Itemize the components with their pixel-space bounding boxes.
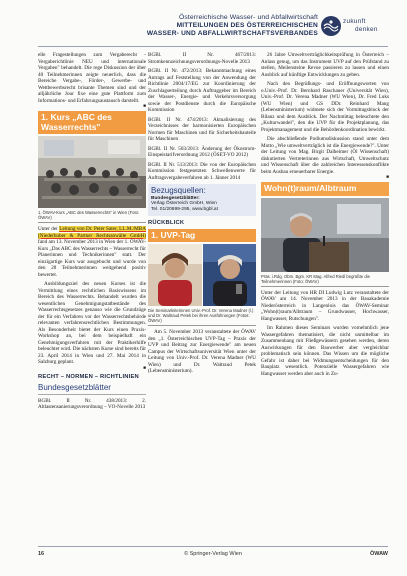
wohn-paragraph-2: Im Rahmen dieses Seminars wurden vornehmlich jene Wassergefahren thematisiert, die nicht unmittelbar im Zusammenhang mit Fließgewässern gesehen werden, deren Auswirkungen für den Bauwerber aber vergleichbar problematisch sein können. Das Wissen um die mögliche Gefahr ist daher bei Widmungsentscheidungen für den Bauplatz wesentlich. Potenzielle Wassergefahren wie Hangwasser werden aber auch in Zu- xyxy=(261,325,389,377)
uvp-paragraph-1: Am 5. November 2013 veranstaltete der ÖWAV den „1. Österreichischen UVP-Tag – Praxis der UVP und Beitrag zur Energiewende" am neuen Campus der Wirtschaftsuniversität Wien unter der Leitung von Univ.-Prof. Dr. Verena Madner (WU Wien) und Dr. Waltraud Petek (Lebensministerium). xyxy=(148,329,256,375)
wohn-photo-caption: Präs. i.Rdg. Obm. Bgm. KR Mag. Alfred Riedl begrüßte die Teilnehmerinnen (Foto: ÖWAV) xyxy=(261,272,389,287)
wohn-paragraph-1: Unter der Leitung von HR DI Ludwig Lutz veranstaltete der ÖWAV am 14. November 2013 in der Bauakademie Niederösterreich in Langenlois das ÖWAV-Seminar „Wohn(t)raum/Albtraum – Grundwasser, Hochwasser, Hangwasser, Rutschungen". xyxy=(261,289,389,322)
kurs-p1-end: fand am 13. November 2013 in Wien der 1. ÖWAV-Kurs „Das ABC des Wasserrechts – Wasserrecht für Planerinnen und Technikerinnen" statt. Der einzigartige Kurs war ausgebucht und wurde von den 28 Teilnehmerinnen weitgehend positiv bewertet. xyxy=(38,239,146,278)
kurs-text xyxy=(38,226,146,366)
uvp-title: 1. UVP-Tag xyxy=(148,229,256,243)
bgbl-item: BGBl. II Nr. 474/2013: Aktualisierung des Verzeichnisses der harmonisierten Europäischen Normen für Maschinen und für Sicherheitsbauteile für Maschinen xyxy=(148,116,256,142)
bezug-line-3: Tel. 01/20699-295, www.bgbl.at xyxy=(151,206,218,212)
speaker-photo-left xyxy=(148,244,202,306)
bundes-title: Bundesgesetzblätter xyxy=(38,383,146,395)
bgbl-item: BGBl. II Nr. 472/2013: Bekanntmachung eines Antrags auf Feststellung von der Anwendung der Richtlinie 2004/17/EG zur Koordinierung der Zuschlagserteilung durch Auftraggeber im Bereich der Wasser-, Energie- und Verkehrsversorgung sowie der Postdienste durch die Europäische Kommission xyxy=(148,68,256,113)
seminar-room-image xyxy=(38,136,146,208)
logo-text-bottom: denken xyxy=(355,26,378,33)
bgbl-last-wrap xyxy=(38,398,146,411)
bezug-line-1: Bundesgesetzblätter: xyxy=(151,196,200,201)
bezug-title: Bezugsquellen: xyxy=(151,186,206,195)
oewav-logo xyxy=(321,14,387,40)
uvp-paragraph-4: Die abschließende Podiumsdiskussion stand unter dem Motto „Wie umweltverträglich ist die Energiewende?". Unter der Leitung von Mag. Birgit Dalheimer (Öl Wissenschaft) diskutierten Vertreterinnen aus Wirtschaft, Umweltschutz und Wissenschaft über die zahlreichen Interessenskonflikte beim Ausbau erneuerbarer Energie. xyxy=(261,136,389,175)
column-middle xyxy=(148,52,256,378)
kurs-p1-start: Unter der xyxy=(38,226,60,232)
kurs-photo xyxy=(38,136,146,208)
highlighted-leader-text: Leitung von Dr. Peter Sater, LL.M./MBA (Niederhuber & Partner Rechtsanwälte GmbH) xyxy=(38,226,146,239)
bgbl-last: BGBl. II Nr. 438/2013: 2. Altlastensanierungsverordnung – VO-Novelle 2013 xyxy=(38,397,146,410)
bgbl-item: BGBl. II Nr. 503/2013: Änderung der Ökostrom-Einspeistarifverordnung 2012 (ÖSET-VO 2012) xyxy=(148,145,256,158)
kurs-title: 1. Kurs „ABC des Wasserrechts" xyxy=(38,111,146,134)
bgbl-item: BGBl. II Nr. 513/2013: Die von der Europäischen Kommission festgesetzten Schwellenwerte für Auftragsvergabeverfahren ab 1. Jänner 2014 xyxy=(148,161,256,181)
bezug-line-2: Verlag Österreich GmbH, Wien xyxy=(151,201,217,206)
uvp-photo-caption: Die Seminarleiterinnen Univ.-Prof. Dr. Verena Madner (l.) und Dr. Waltraud Petek bei ihren Ausführungen (Fotos: ÖWAV) xyxy=(148,306,256,326)
speaker-podium-image xyxy=(261,198,389,272)
end-mark: ■ xyxy=(386,174,389,179)
speaker-photo-right xyxy=(203,244,256,306)
column-left xyxy=(38,52,146,414)
kurs-photo-caption: 1. ÖWAV-Kurs „ABC des Wasserrechts" in Wien (Foto: ÖWAV) xyxy=(38,208,146,223)
intro-paragraph: elle Fragestellungen zum Vergaberecht - Vergaberichtlinie NEU und internationale Vergaben" behandelt. Die rege Diskussion der über 40 Teilnehmerinnen zeigte neuerlich, dass die Bereiche Vergabe-, Förder-, Gewerbe- und Wettbewerbsrecht brisante Themen sind und der alljährliche Jour fixe eine gute Plattform zum Informations- und Erfahrungsaustausch darstellt. xyxy=(38,52,146,104)
section-rueckblick: RÜCKBLICK xyxy=(148,219,185,226)
header-divider xyxy=(38,46,388,47)
logo-text-top: zukunft xyxy=(343,18,366,25)
kurs-paragraph-1 xyxy=(38,226,146,278)
wohn-text xyxy=(261,290,389,378)
page-footer xyxy=(38,546,388,557)
uvp-text xyxy=(148,329,256,375)
journal-name: ÖWAW xyxy=(369,551,388,557)
column-right xyxy=(261,52,389,380)
page-header xyxy=(38,14,318,37)
oewav-logo-icon xyxy=(321,16,341,36)
copyright: © Springer-Verlag Wien xyxy=(184,551,242,557)
header-line-3: WASSER- UND ABFALLWIRTSCHAFTSVERBANDES xyxy=(146,30,318,37)
bgbl-item: BGBl. II Nr. 467/2013: Stromkennzeichnungsverordnungs-Novelle 2013 xyxy=(148,52,256,65)
end-mark: ■ xyxy=(143,364,146,370)
page-number: 16 xyxy=(38,551,45,557)
uvp-photos xyxy=(148,244,256,306)
uvp-paragraph-2: 26 Jahre Umweltverträglichkeitsprüfung in Österreich – Anlass genug, um das Instrument UVP auf den Prüfstand zu stellen, Meilensteine Revue passieren zu lassen und einen Ausblick auf künftige Entwicklungen zu geben. xyxy=(261,52,389,78)
kurs-paragraph-2: Ausbildungsziel des neuen Kurses ist die Vermittlung eines rechtlichen Basiswissens im Bereich des Wasserrechts. Behandelt wurden die wesentlichen Genehmigungstatbestände des Wasserrechtsgesetzes genauso wie die Grundzüge der für ein Verfahren vor der Wasserrechtsbehörde relevanten verfahrensrechtlichen Bestimmungen. Als Besonderheit bietet der Kurs einen Praxis-Workshop an, bei dem beispielhaft ein Genehmigungsverfahren mit der Praktikerhilfe beleuchtet wird. Die nächsten Kurse sind bereits für 23. April 2014 in Wien und 27. Mai 2014 in Salzburg geplant. xyxy=(38,281,146,365)
wohn-photo xyxy=(261,198,389,272)
header-line-2: MITTEILUNGEN DES ÖSTERREICHISCHEN xyxy=(176,22,318,29)
bezugsquellen-box xyxy=(148,184,256,216)
column-left-text xyxy=(38,52,146,104)
bgbl-list xyxy=(148,52,256,181)
wohn-title: Wohn(t)raum/Albtraum xyxy=(261,182,389,196)
section-recht: RECHT – NORMEN – RICHTLINIEN xyxy=(38,373,139,380)
uvp-paragraph-3: Nach den Begrüßungs- und Eröffnungsworten von o.Univ.-Prof. Dr. Bernhard Raschauer (Universität Wien), Univ.-Prof. Dr. Verena Madner (WU Wien), Dr. Fred Luks (WU Wien) und GS DDr. Reinhard Mang (Lebensministerium) widmete sich der Vormittagsblock der Bilanz und dem Ausblick. Der Nachmittag beleuchtete den „Kulturwandel", den die UVP für die Projektplanung, das Projektmanagement und die Behördenkoordination bewirkt. xyxy=(261,81,389,133)
uvp-continued xyxy=(261,52,389,175)
header-line-1: Österreichische Wasser- und Abfallwirtschaft xyxy=(179,14,318,21)
end-mark: ■ xyxy=(143,103,146,108)
